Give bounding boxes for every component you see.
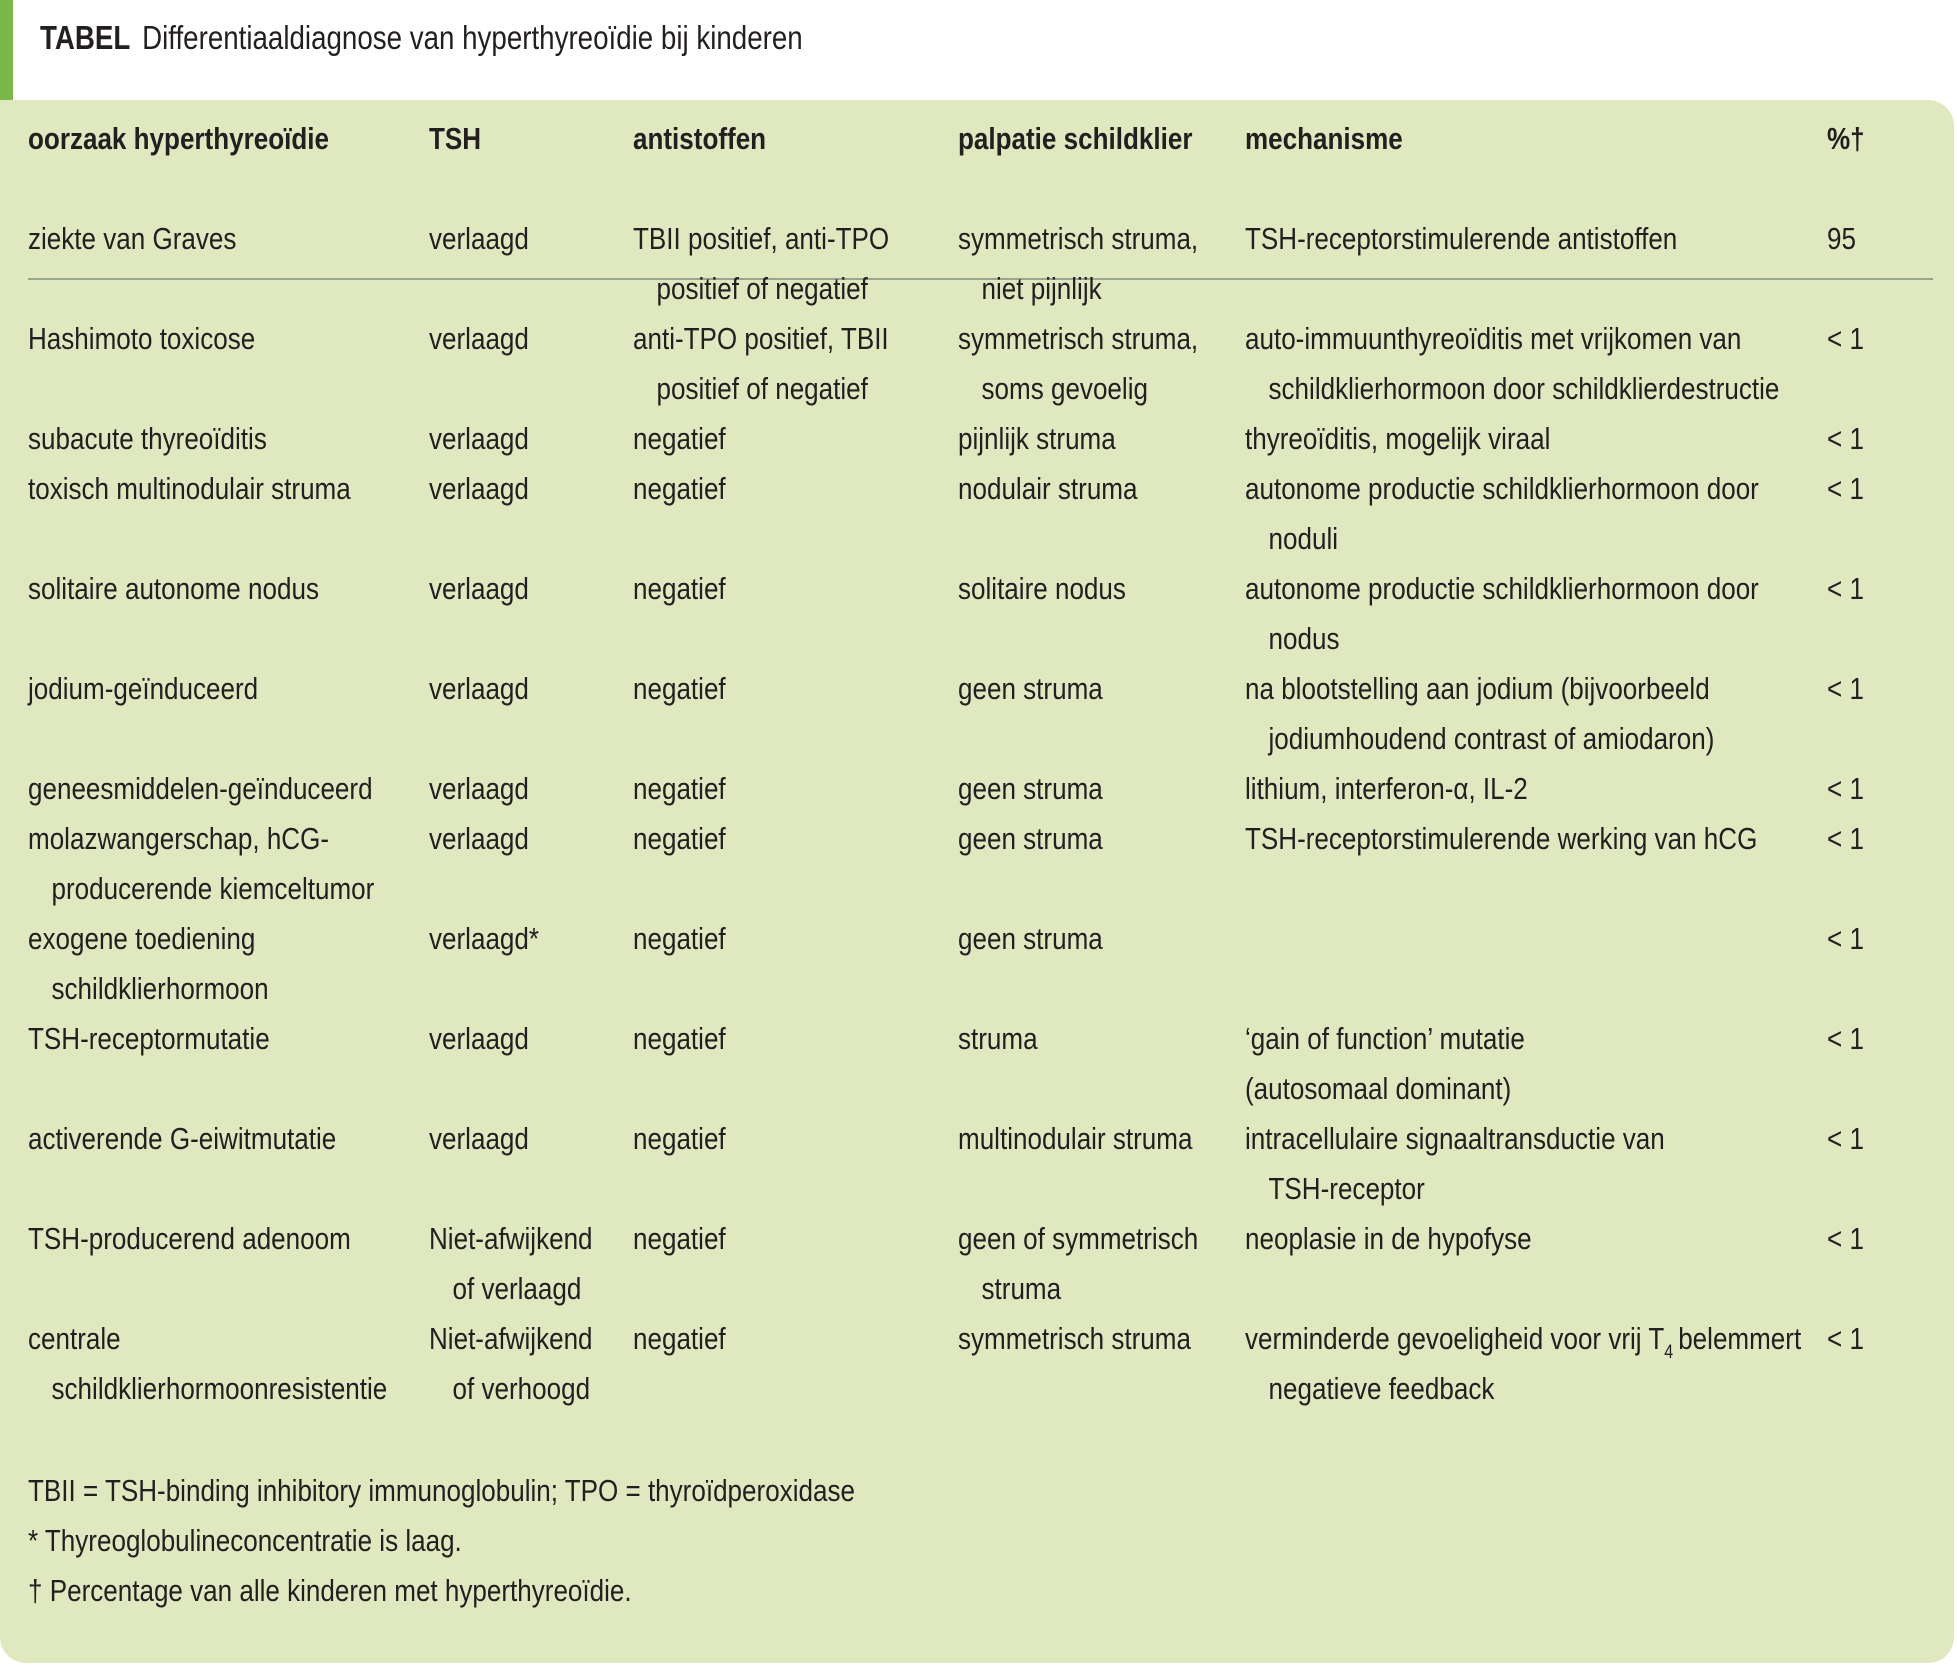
cell-tsh	[429, 414, 529, 464]
cell-percentage: < 1	[1827, 421, 1864, 456]
cell-line: schildklierhormoon door schildklierdestructie	[1268, 371, 1780, 406]
cell-percentage: 95	[1827, 221, 1856, 256]
header-mechanisme: mechanisme	[1245, 121, 1403, 156]
cell-line: thyreoïditis, mogelijk viraal	[1245, 421, 1551, 456]
cell-oorzaak	[28, 214, 236, 264]
cell-line: ziekte van Graves	[28, 221, 237, 256]
cell-antistoffen	[633, 1014, 726, 1064]
cell-palpatie	[958, 464, 1137, 514]
cell-line: verlaagd	[429, 671, 529, 706]
cell-line: molazwangerschap, hCG-	[28, 821, 330, 856]
cell-line: verlaagd	[429, 571, 529, 606]
cell-tsh	[429, 214, 529, 264]
cell-palpatie	[958, 314, 1198, 414]
cell-antistoffen	[633, 1114, 726, 1164]
cell-oorzaak	[28, 1114, 336, 1164]
table-title	[40, 12, 803, 64]
cell-line: geneesmiddelen-geïnduceerd	[28, 771, 373, 806]
cell-oorzaak	[28, 814, 374, 914]
cell-antistoffen	[633, 814, 726, 864]
cell-line: verlaagd	[429, 1121, 529, 1156]
cell-line: geen struma	[958, 821, 1103, 856]
cell-percentage: < 1	[1827, 1121, 1864, 1156]
cell-line: na blootstelling aan jodium (bijvoorbeeld	[1245, 671, 1710, 706]
cell-mechanisme	[1245, 814, 1757, 864]
cell-line: verlaagd	[429, 1021, 529, 1056]
cell-palpatie	[958, 914, 1103, 964]
cell-antistoffen	[633, 1214, 726, 1264]
cell-oorzaak	[28, 1314, 387, 1414]
cell-line: geen struma	[958, 921, 1103, 956]
cell-mechanisme	[1245, 564, 1759, 664]
cell-text: verminderde gevoeligheid voor vrij T	[1245, 1321, 1665, 1356]
cell-line: of verlaagd	[452, 1271, 582, 1306]
cell-antistoffen	[633, 214, 889, 314]
cell-line: centrale	[28, 1321, 121, 1356]
cell-line: verlaagd*	[429, 921, 540, 956]
cell-line: auto-immuunthyreoïditis met vrijkomen van	[1245, 321, 1742, 356]
cell-mechanisme	[1245, 1214, 1532, 1264]
cell-line: subacute thyreoïditis	[28, 421, 267, 456]
cell-antistoffen	[633, 1314, 726, 1364]
cell-percentage: < 1	[1827, 921, 1864, 956]
cell-line: struma	[981, 1271, 1062, 1306]
cell-line: TSH-receptorstimulerende antistoffen	[1245, 221, 1678, 256]
cell-tsh	[429, 914, 539, 964]
cell-line: TSH-receptormutatie	[28, 1021, 270, 1056]
cell-line: verlaagd	[429, 421, 529, 456]
cell-line: negatieve feedback	[1268, 1371, 1495, 1406]
table-panel	[0, 100, 1954, 1663]
cell-percentage: < 1	[1827, 1021, 1864, 1056]
cell-mechanisme	[1245, 1014, 1525, 1114]
cell-line: pijnlijk struma	[958, 421, 1116, 456]
cell-line: (autosomaal dominant)	[1245, 1071, 1512, 1106]
cell-palpatie	[958, 414, 1116, 464]
cell-tsh	[429, 1214, 593, 1314]
cell-mechanisme	[1245, 464, 1759, 564]
cell-line: noduli	[1268, 521, 1339, 556]
cell-text: belemmert	[1678, 1321, 1802, 1356]
cell-line: struma	[958, 1021, 1038, 1056]
cell-line: autonome productie schildklierhormoon door	[1245, 471, 1759, 506]
cell-line: ‘gain of function’ mutatie	[1245, 1021, 1525, 1056]
cell-line: Niet-afwijkend	[429, 1221, 593, 1256]
cell-line: verlaagd	[429, 771, 529, 806]
cell-antistoffen	[633, 414, 726, 464]
cell-line: geen struma	[958, 671, 1103, 706]
cell-line: verlaagd	[429, 471, 529, 506]
cell-line	[1245, 1314, 1801, 1364]
header-percentage: %†	[1827, 121, 1865, 156]
cell-line: positief of negatief	[656, 371, 868, 406]
cell-mechanisme	[1245, 664, 1714, 764]
cell-line: TSH-receptor	[1268, 1171, 1425, 1206]
cell-line: Niet-afwijkend	[429, 1321, 593, 1356]
cell-oorzaak	[28, 664, 258, 714]
cell-line: soms gevoelig	[981, 371, 1148, 406]
table-title-bar	[0, 0, 1957, 100]
cell-line: solitaire nodus	[958, 571, 1126, 606]
cell-line: exogene toediening	[28, 921, 256, 956]
cell-line: negatief	[633, 1321, 726, 1356]
header-antistoffen: antistoffen	[633, 121, 767, 156]
cell-mechanisme	[1245, 414, 1550, 464]
cell-palpatie	[958, 1114, 1192, 1164]
cell-palpatie	[958, 814, 1103, 864]
cell-palpatie	[958, 1314, 1191, 1364]
cell-line: positief of negatief	[656, 271, 868, 306]
title-accent-bar	[0, 0, 13, 100]
cell-line: negatief	[633, 921, 726, 956]
cell-line: toxisch multinodulair struma	[28, 471, 351, 506]
cell-line: jodiumhoudend contrast of amiodaron)	[1268, 721, 1715, 756]
cell-line: anti-TPO positief, TBII	[633, 321, 889, 356]
cell-palpatie	[958, 1014, 1038, 1064]
cell-line: negatief	[633, 1221, 726, 1256]
cell-antistoffen	[633, 564, 726, 614]
cell-percentage: < 1	[1827, 771, 1864, 806]
cell-tsh	[429, 1014, 529, 1064]
cell-line: verlaagd	[429, 321, 529, 356]
cell-percentage: < 1	[1827, 821, 1864, 856]
cell-tsh	[429, 664, 529, 714]
cell-line: solitaire autonome nodus	[28, 571, 319, 606]
cell-percentage: < 1	[1827, 671, 1864, 706]
cell-line: TSH-receptorstimulerende werking van hCG	[1245, 821, 1758, 856]
header-oorzaak: oorzaak hyperthyreoïdie	[28, 121, 330, 156]
cell-line: neoplasie in de hypofyse	[1245, 1221, 1532, 1256]
cell-tsh	[429, 464, 529, 514]
cell-line: negatief	[633, 471, 726, 506]
cell-oorzaak	[28, 914, 269, 1014]
cell-line: TSH-producerend adenoom	[28, 1221, 351, 1256]
cell-line: negatief	[633, 771, 726, 806]
cell-percentage: < 1	[1827, 1321, 1864, 1356]
cell-line: negatief	[633, 1021, 726, 1056]
cell-antistoffen	[633, 314, 889, 414]
table-caption: Differentiaaldiagnose van hyperthyreoïdie bij kinderen	[142, 19, 803, 56]
cell-antistoffen	[633, 764, 726, 814]
cell-oorzaak	[28, 1014, 270, 1064]
cell-antistoffen	[633, 664, 726, 714]
cell-mechanisme	[1245, 314, 1779, 414]
cell-percentage: < 1	[1827, 471, 1864, 506]
cell-line: schildklierhormoon	[51, 971, 269, 1006]
cell-line: lithium, interferon-α, IL-2	[1245, 771, 1528, 806]
subscript: 4	[1664, 1342, 1674, 1363]
footnote-dagger: † Percentage van alle kinderen met hyperthyreoïdie.	[28, 1573, 632, 1608]
cell-palpatie	[958, 764, 1103, 814]
cell-oorzaak	[28, 764, 373, 814]
cell-percentage: < 1	[1827, 1221, 1864, 1256]
cell-oorzaak	[28, 464, 351, 514]
cell-line: Hashimoto toxicose	[28, 321, 256, 356]
cell-percentage: < 1	[1827, 321, 1864, 356]
header-tsh: TSH	[429, 121, 482, 156]
cell-tsh	[429, 314, 529, 364]
cell-palpatie	[958, 564, 1126, 614]
cell-palpatie	[958, 214, 1198, 314]
cell-line: of verhoogd	[452, 1371, 591, 1406]
cell-line: schildklierhormoonresistentie	[51, 1371, 388, 1406]
cell-line: verlaagd	[429, 821, 529, 856]
cell-line: autonome productie schildklierhormoon door	[1245, 571, 1759, 606]
cell-mechanisme	[1245, 1114, 1665, 1214]
footnote-abbreviations: TBII = TSH-binding inhibitory immunoglobulin; TPO = thyroïdperoxidase	[28, 1473, 855, 1508]
cell-palpatie	[958, 664, 1103, 714]
cell-line: producerende kiemceltumor	[51, 871, 375, 906]
cell-tsh	[429, 814, 529, 864]
cell-line: symmetrisch struma	[958, 1321, 1191, 1356]
cell-mechanisme	[1245, 1314, 1801, 1414]
cell-line: negatief	[633, 421, 726, 456]
cell-tsh	[429, 1114, 529, 1164]
cell-line: TBII positief, anti-TPO	[633, 221, 890, 256]
cell-mechanisme	[1245, 214, 1677, 264]
cell-line: geen of symmetrisch	[958, 1221, 1199, 1256]
cell-antistoffen	[633, 464, 726, 514]
cell-line: activerende G-eiwitmutatie	[28, 1121, 337, 1156]
cell-oorzaak	[28, 564, 319, 614]
cell-line: negatief	[633, 571, 726, 606]
cell-tsh	[429, 1314, 593, 1414]
footnote-asterisk: * Thyreoglobulineconcentratie is laag.	[28, 1523, 462, 1558]
cell-oorzaak	[28, 1214, 351, 1264]
cell-percentage: < 1	[1827, 571, 1864, 606]
cell-palpatie	[958, 1214, 1198, 1314]
cell-mechanisme	[1245, 764, 1528, 814]
cell-line: multinodulair struma	[958, 1121, 1193, 1156]
cell-line: nodulair struma	[958, 471, 1138, 506]
cell-oorzaak	[28, 314, 255, 364]
cell-line: geen struma	[958, 771, 1103, 806]
cell-line: intracellulaire signaaltransductie van	[1245, 1121, 1665, 1156]
cell-line: verlaagd	[429, 221, 529, 256]
cell-oorzaak	[28, 414, 267, 464]
cell-line: negatief	[633, 671, 726, 706]
cell-line: negatief	[633, 821, 726, 856]
cell-tsh	[429, 764, 529, 814]
cell-line: symmetrisch struma,	[958, 321, 1199, 356]
cell-antistoffen	[633, 914, 726, 964]
cell-tsh	[429, 564, 529, 614]
table-label: TABEL	[40, 19, 131, 56]
cell-line: jodium-geïnduceerd	[28, 671, 259, 706]
header-palpatie: palpatie schildklier	[958, 121, 1193, 156]
cell-line: symmetrisch struma,	[958, 221, 1199, 256]
cell-line: niet pijnlijk	[981, 271, 1102, 306]
cell-line: negatief	[633, 1121, 726, 1156]
cell-line: nodus	[1268, 621, 1340, 656]
